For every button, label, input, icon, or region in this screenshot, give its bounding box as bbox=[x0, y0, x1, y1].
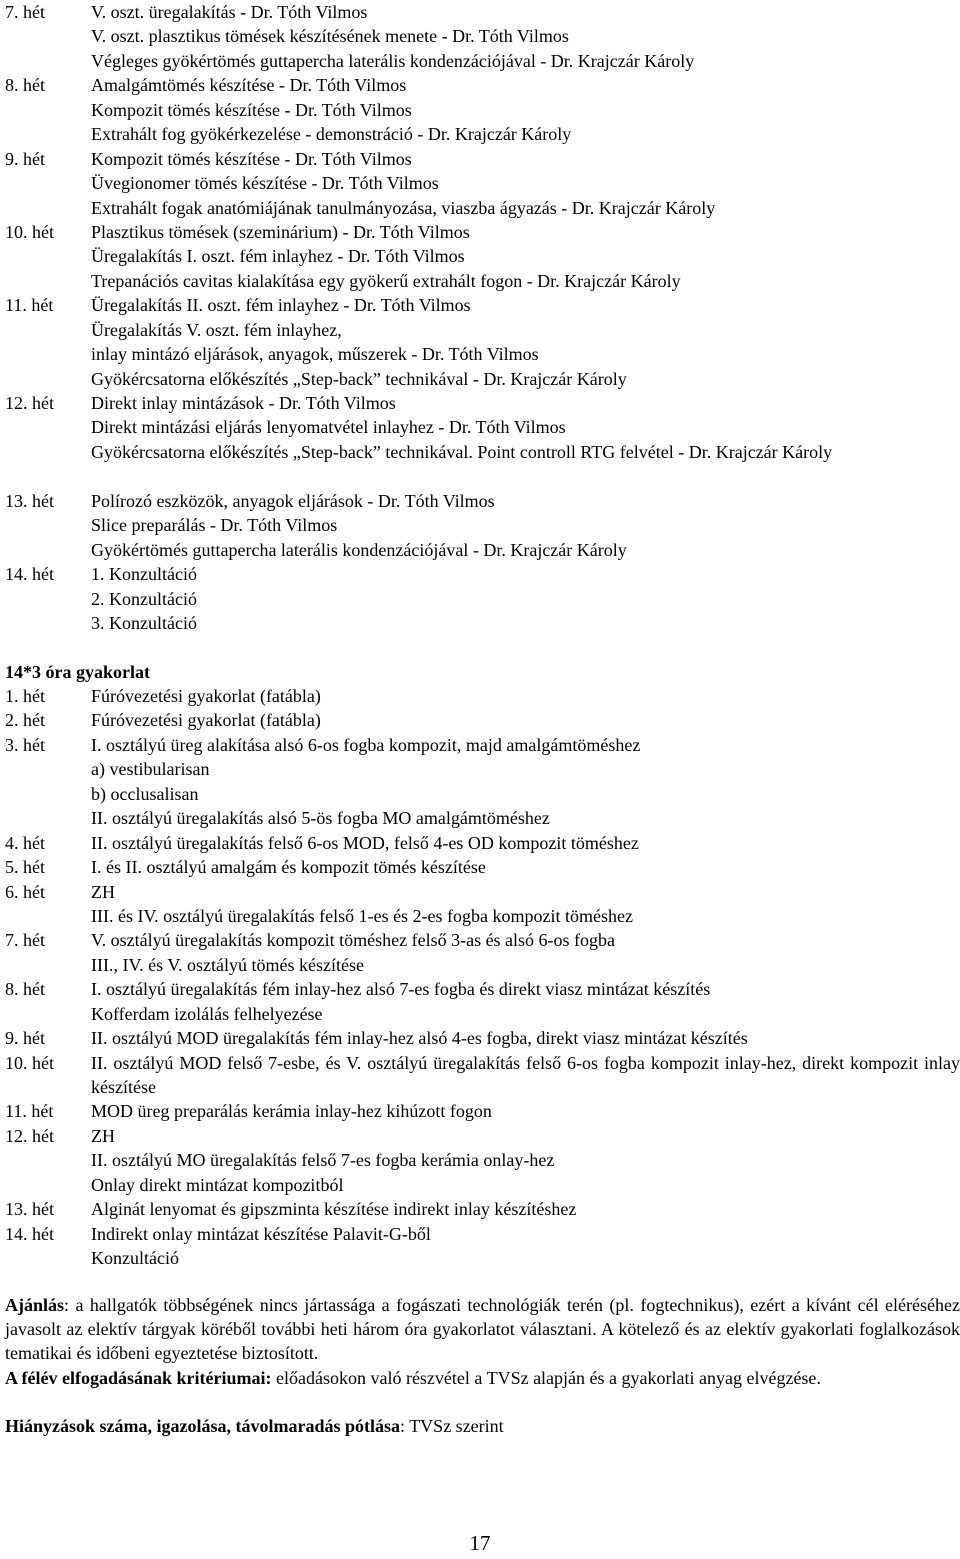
schedule-item: Trepanációs cavitas kialakítása egy gyökerű extrahált fogon - Dr. Krajczár Károly bbox=[91, 270, 681, 291]
schedule-row bbox=[0, 415, 960, 439]
schedule-row bbox=[0, 367, 960, 391]
schedule-item: Gyökértömés guttapercha laterális kondenzációjával - Dr. Krajczár Károly bbox=[91, 539, 627, 560]
schedule-item: V. oszt. plasztikus tömések készítésének menete - Dr. Tóth Vilmos bbox=[91, 26, 569, 47]
schedule-row bbox=[0, 1197, 960, 1221]
week-label: 7. hét bbox=[5, 2, 45, 22]
week-label: 1. hét bbox=[5, 686, 45, 706]
schedule-row bbox=[0, 24, 960, 48]
week-label: 12. hét bbox=[5, 1125, 54, 1146]
schedule-item: 2. Konzultáció bbox=[91, 588, 197, 609]
page-number: 17 bbox=[469, 1531, 491, 1555]
practice-heading: 14*3 óra gyakorlat bbox=[5, 662, 150, 682]
schedule-row bbox=[0, 855, 960, 879]
schedule-row bbox=[0, 489, 960, 513]
schedule-row bbox=[0, 1246, 960, 1270]
schedule-item: Üregalakítás V. oszt. fém inlayhez, bbox=[91, 319, 342, 340]
schedule-row bbox=[0, 953, 960, 977]
schedule-row bbox=[0, 49, 960, 73]
schedule-row bbox=[0, 733, 960, 757]
recommendation-paragraph bbox=[5, 1293, 960, 1366]
week-label: 9. hét bbox=[5, 148, 45, 169]
schedule-item: Gyökércsatorna előkészítés „Step-back” technikával. Point controll RTG felvétel - Dr. Krajczár Károly bbox=[91, 441, 833, 462]
schedule-item: Gyökércsatorna előkészítés „Step-back” technikával - Dr. Krajczár Károly bbox=[91, 368, 627, 389]
week-label: 11. hét bbox=[5, 1101, 54, 1122]
week-label: 11. hét bbox=[5, 295, 54, 316]
schedule-item: Üregalakítás II. oszt. fém inlayhez - Dr. Tóth Vilmos bbox=[91, 295, 471, 316]
schedule-row bbox=[0, 977, 960, 1001]
schedule-row bbox=[0, 757, 960, 781]
schedule-row bbox=[0, 538, 960, 562]
schedule-row bbox=[0, 391, 960, 415]
schedule-row bbox=[0, 147, 960, 171]
schedule-item: I. és II. osztályú amalgám és kompozit tömés készítése bbox=[91, 857, 486, 878]
criteria-paragraph bbox=[5, 1366, 960, 1390]
schedule-row bbox=[0, 684, 960, 708]
week-label: 12. hét bbox=[5, 393, 54, 413]
schedule-item: Indirekt onlay mintázat készítése Palavit-G-ből bbox=[91, 1223, 431, 1244]
week-label: 14. hét bbox=[5, 1223, 54, 1244]
week-label: 14. hét bbox=[5, 564, 54, 585]
schedule-item: Fúróvezetési gyakorlat (fatábla) bbox=[91, 710, 321, 731]
absence-label: Hiányzások száma, igazolása, távolmaradás pótlása bbox=[5, 1416, 401, 1436]
schedule-item: ZH bbox=[91, 1125, 115, 1146]
schedule-item: Üvegionomer tömés készítése - Dr. Tóth Vilmos bbox=[91, 173, 439, 194]
schedule-item: I. osztályú üreg alakítása alsó 6-os fogba kompozit, majd amalgámtöméshez bbox=[91, 734, 641, 755]
week-label: 9. hét bbox=[5, 1028, 45, 1049]
schedule-row bbox=[0, 1002, 960, 1026]
week-label: 8. hét bbox=[5, 979, 45, 1000]
schedule-item: Alginát lenyomat és gipszminta készítése indirekt inlay készítéshez bbox=[91, 1199, 577, 1220]
schedule-row bbox=[0, 244, 960, 268]
schedule-item: V. osztályú üregalakítás kompozit töméshez felső 3-as és alsó 6-os fogba bbox=[91, 930, 616, 951]
schedule-row bbox=[0, 1222, 960, 1246]
schedule-item: MOD üreg preparálás kerámia inlay-hez kihúzott fogon bbox=[91, 1101, 492, 1122]
schedule-row bbox=[0, 1148, 960, 1172]
schedule-item: Polírozó eszközök, anyagok eljárások - Dr. Tóth Vilmos bbox=[91, 490, 495, 511]
schedule-item: Extrahált fog gyökérkezelése - demonstráció - Dr. Krajczár Károly bbox=[91, 124, 572, 145]
schedule-item: Kompozit tömés készítése - Dr. Tóth Vilmos bbox=[91, 99, 412, 120]
schedule-row bbox=[0, 928, 960, 952]
absence-paragraph bbox=[5, 1414, 960, 1438]
schedule-item: V. oszt. üregalakítás - Dr. Tóth Vilmos bbox=[91, 2, 368, 22]
criteria-text: előadásokon való részvétel a TVSz alapján és a gyakorlati anyag elvégzése. bbox=[271, 1367, 821, 1388]
week-label: 6. hét bbox=[5, 881, 45, 902]
schedule-item: Üregalakítás I. oszt. fém inlayhez - Dr. Tóth Vilmos bbox=[91, 246, 465, 267]
schedule-row bbox=[0, 122, 960, 146]
schedule-item: a) vestibularisan bbox=[91, 759, 210, 780]
schedule-row bbox=[0, 171, 960, 195]
schedule-row bbox=[0, 269, 960, 293]
week-label: 3. hét bbox=[5, 734, 45, 755]
schedule-row bbox=[0, 98, 960, 122]
schedule-row bbox=[0, 220, 960, 244]
schedule-row bbox=[0, 904, 960, 928]
schedule-item: II. osztályú üregalakítás alsó 5-ös fogba MO amalgámtöméshez bbox=[91, 808, 550, 829]
schedule-row bbox=[0, 806, 960, 830]
schedule-item: Kofferdam izolálás felhelyezése bbox=[91, 1003, 323, 1024]
schedule-item: II. osztályú MOD felső 7-esbe, és V. osztályú üregalakítás felső 6-os fogba kompozit inlay-hez, direkt kompozit inlay készítése bbox=[91, 1052, 960, 1098]
schedule-row bbox=[0, 0, 960, 24]
schedule-row bbox=[0, 708, 960, 732]
week-label: 7. hét bbox=[5, 930, 45, 951]
schedule-item: Plasztikus tömések (szeminárium) - Dr. Tóth Vilmos bbox=[91, 221, 470, 242]
schedule-item: Konzultáció bbox=[91, 1248, 179, 1269]
schedule-item: 3. Konzultáció bbox=[91, 612, 197, 633]
schedule-row bbox=[0, 342, 960, 366]
practice-schedule bbox=[0, 684, 960, 1271]
week-label: 10. hét bbox=[5, 1052, 54, 1073]
schedule-item: 1. Konzultáció bbox=[91, 564, 197, 585]
week-label: 10. hét bbox=[5, 221, 54, 242]
schedule-row bbox=[0, 73, 960, 97]
schedule-item: b) occlusalisan bbox=[91, 783, 199, 804]
schedule-item: Kompozit tömés készítése - Dr. Tóth Vilmos bbox=[91, 148, 412, 169]
schedule-item: Slice preparálás - Dr. Tóth Vilmos bbox=[91, 515, 338, 536]
schedule-item: II. osztályú üregalakítás felső 6-os MOD, felső 4-es OD kompozit töméshez bbox=[91, 832, 639, 853]
schedule-item: ZH bbox=[91, 881, 115, 902]
week-label: 8. hét bbox=[5, 75, 45, 96]
schedule-row bbox=[0, 611, 960, 635]
schedule-row bbox=[0, 1051, 960, 1100]
schedule-item: Extrahált fogak anatómiájának tanulmányozása, viaszba ágyazás - Dr. Krajczár Károly bbox=[91, 197, 716, 218]
schedule-item: Direkt inlay mintázások - Dr. Tóth Vilmos bbox=[91, 393, 396, 413]
schedule-item: II. osztályú MOD üregalakítás fém inlay-hez alsó 4-es fogba, direkt viasz mintázat készítés bbox=[91, 1028, 748, 1049]
week-label: 13. hét bbox=[5, 1199, 54, 1220]
schedule-row bbox=[0, 513, 960, 537]
schedule-row bbox=[0, 831, 960, 855]
schedule-item: II. osztályú MO üregalakítás felső 7-es fogba kerámia onlay-hez bbox=[91, 1150, 555, 1171]
schedule-item: Amalgámtömés készítése - Dr. Tóth Vilmos bbox=[91, 75, 407, 96]
week-label: 2. hét bbox=[5, 710, 45, 731]
schedule-item: Végleges gyökértömés guttapercha laterális kondenzációjával - Dr. Krajczár Károly bbox=[91, 50, 695, 71]
schedule-item: Fúróvezetési gyakorlat (fatábla) bbox=[91, 686, 321, 706]
schedule-row bbox=[0, 1124, 960, 1148]
schedule-row bbox=[0, 782, 960, 806]
lecture-schedule bbox=[0, 0, 960, 635]
schedule-item: III., IV. és V. osztályú tömés készítése bbox=[91, 954, 364, 975]
week-label: 5. hét bbox=[5, 857, 45, 878]
schedule-item: inlay mintázó eljárások, anyagok, műszerek - Dr. Tóth Vilmos bbox=[91, 344, 539, 365]
notes-section bbox=[5, 1293, 960, 1438]
recommendation-label: Ajánlás bbox=[5, 1295, 65, 1315]
schedule-row bbox=[0, 1173, 960, 1197]
schedule-row bbox=[0, 587, 960, 611]
schedule-item: III. és IV. osztályú üregalakítás felső 1-es és 2-es fogba kompozit töméshez bbox=[91, 905, 634, 926]
schedule-row bbox=[0, 440, 960, 489]
absence-text: : TVSz szerint bbox=[400, 1416, 504, 1436]
schedule-row bbox=[0, 562, 960, 586]
schedule-row bbox=[0, 293, 960, 317]
schedule-row bbox=[0, 318, 960, 342]
schedule-row bbox=[0, 1026, 960, 1050]
criteria-label: A félév elfogadásának kritériumai: bbox=[5, 1367, 272, 1388]
schedule-item: Direkt mintázási eljárás lenyomatvétel inlayhez - Dr. Tóth Vilmos bbox=[91, 417, 566, 438]
schedule-row bbox=[0, 196, 960, 220]
week-label: 4. hét bbox=[5, 832, 45, 853]
week-label: 13. hét bbox=[5, 490, 54, 511]
schedule-row bbox=[0, 880, 960, 904]
schedule-item: Onlay direkt mintázat kompozitból bbox=[91, 1174, 344, 1195]
schedule-row bbox=[0, 1099, 960, 1123]
recommendation-text: : a hallgatók többségének nincs jártassága a fogászati technológiák terén (pl. fogtechnikus), ezért a kívánt cél eléréséhez javasolt az elektív tárgyak köréből további heti három óra gyakorlatot választani. A kötelező és az elektív gyakorlati foglalkozások tematikai és időbeni egyeztetése biztosított. bbox=[5, 1295, 960, 1364]
schedule-item: I. osztályú üregalakítás fém inlay-hez alsó 7-es fogba és direkt viasz mintázat készítés bbox=[91, 979, 711, 1000]
